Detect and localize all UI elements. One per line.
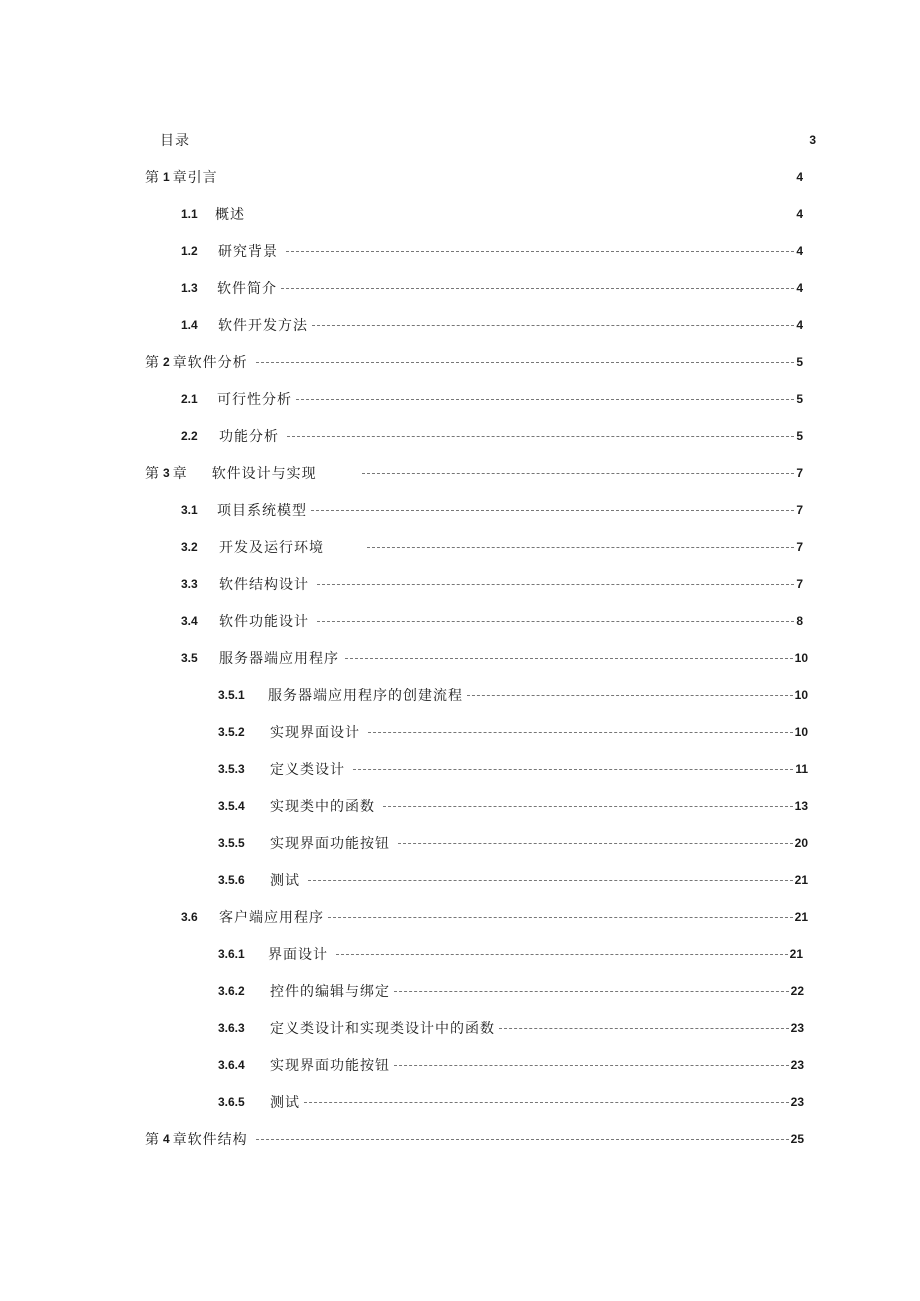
section-number: 3.6.4 [218,1058,245,1072]
page-number: 5 [796,355,803,369]
chapter-number: 3 [163,466,170,480]
dot-leader [317,621,794,622]
dot-leader [394,991,789,992]
dot-leader [317,584,794,585]
page-number: 7 [796,577,803,591]
section-number: 3.5.6 [218,873,245,887]
toc-entry-2-2[interactable] [181,425,803,447]
section-title: 项目系统模型 [217,503,307,519]
dot-leader [467,695,793,696]
toc-entry-chapter-4[interactable] [145,1128,804,1150]
section-title: 服务器端应用程序的创建流程 [268,688,463,704]
section-number: 1.4 [181,318,198,332]
page-number: 5 [796,392,803,406]
page-number: 5 [796,429,803,443]
section-title: 实现界面功能按钮 [270,1058,390,1074]
toc-entry-chapter-3[interactable] [145,462,803,484]
section-title: 定义类设计和实现类设计中的函数 [270,1021,495,1037]
section-title: 测试 [270,873,300,889]
section-number: 3.6.2 [218,984,245,998]
section-title: 软件简介 [217,281,277,297]
page-number: 23 [790,1021,804,1035]
section-number: 1.3 [181,281,198,295]
section-title: 可行性分析 [217,392,292,408]
dot-leader [308,880,793,881]
section-number: 2.2 [181,429,198,443]
section-title: 研究背景 [218,244,278,260]
toc-entry-3-5-5[interactable] [218,832,808,854]
section-number: 3.3 [181,577,198,591]
toc-entry-3-6-3[interactable] [218,1017,804,1039]
toc-entry-3-5-2[interactable] [218,721,808,743]
section-number: 3.5.4 [218,799,245,813]
page-number: 4 [796,207,803,221]
section-title: 客户端应用程序 [219,910,324,926]
dot-leader [304,1102,789,1103]
toc-heading [160,129,816,151]
page-number: 21 [794,873,808,887]
dot-leader [296,399,794,400]
section-title: 实现界面功能按钮 [270,836,390,852]
section-number: 3.6.3 [218,1021,245,1035]
page-number: 23 [790,1095,804,1109]
page-number: 7 [796,466,803,480]
page-number: 10 [794,651,808,665]
chapter-title: 软件设计与实现 [211,466,317,482]
page-number: 10 [794,688,808,702]
section-title: 功能分析 [219,429,279,445]
section-title: 服务器端应用程序 [219,651,339,667]
toc-entry-1-3[interactable] [181,277,803,299]
toc-entry-chapter-2[interactable] [145,351,803,373]
chapter-label: 章 [172,466,188,482]
page-number: 4 [796,244,803,258]
section-title: 软件开发方法 [218,318,308,334]
toc-entry-3-5-4[interactable] [218,795,808,817]
toc-entry-3-4[interactable] [181,610,803,632]
page-number: 21 [789,947,803,961]
dot-leader [353,769,793,770]
page-number: 7 [796,503,803,517]
dot-leader [287,436,794,437]
section-number: 3.2 [181,540,198,554]
section-title: 实现类中的函数 [270,799,375,815]
page-number: 20 [794,836,808,850]
dot-leader [328,917,793,918]
page-number: 22 [790,984,804,998]
dot-leader [311,510,794,511]
section-title: 界面设计 [268,947,328,963]
section-number: 1.2 [181,244,198,258]
toc-entry-3-5-6[interactable] [218,869,808,891]
toc-entry-1-4[interactable] [181,314,803,336]
toc-entry-3-6-5[interactable] [218,1091,804,1113]
chapter-number: 1 [163,170,170,184]
toc-entry-3-5[interactable] [181,647,808,669]
dot-leader [312,325,794,326]
toc-entry-3-3[interactable] [181,573,803,595]
page-number: 13 [794,799,808,813]
toc-entry-3-5-3[interactable] [218,758,808,780]
section-title: 软件功能设计 [219,614,309,630]
chapter-title: 章软件结构 [172,1132,248,1148]
page-number: 8 [796,614,803,628]
page-number: 25 [790,1132,804,1146]
toc-entry-3-6-4[interactable] [218,1054,804,1076]
section-title: 测试 [270,1095,300,1111]
dot-leader [499,1028,789,1029]
chapter-prefix: 第 [145,170,160,186]
toc-entry-1-2[interactable] [181,240,803,262]
dot-leader [336,954,788,955]
toc-entry-2-1[interactable] [181,388,803,410]
section-number: 3.5.5 [218,836,245,850]
toc-entry-3-6[interactable] [181,906,808,928]
section-number: 3.4 [181,614,198,628]
chapter-title: 章引言 [172,170,218,186]
section-title: 开发及运行环境 [219,540,324,556]
page-number: 21 [794,910,808,924]
toc-entry-3-5-1[interactable] [218,684,808,706]
dot-leader [398,843,793,844]
chapter-prefix: 第 [145,355,160,371]
page-number: 23 [790,1058,804,1072]
section-title: 概述 [215,207,245,223]
toc-entry-3-2[interactable] [181,536,803,558]
section-title: 软件结构设计 [219,577,309,593]
toc-entry-3-6-1[interactable] [218,943,803,965]
section-title: 实现界面设计 [270,725,360,741]
dot-leader [367,547,794,548]
dot-leader [383,806,793,807]
toc-heading-label: 目录 [160,133,190,149]
toc-entry-1-1[interactable] [181,203,803,225]
chapter-number: 4 [163,1132,170,1146]
dot-leader [345,658,793,659]
dot-leader [286,251,794,252]
section-number: 3.5.2 [218,725,245,739]
section-number: 3.5.3 [218,762,245,776]
section-number: 3.1 [181,503,198,517]
page-number: 11 [795,762,808,776]
toc-entry-3-6-2[interactable] [218,980,804,1002]
dot-leader [368,732,793,733]
chapter-prefix: 第 [145,1132,160,1148]
chapter-number: 2 [163,355,170,369]
dot-leader [256,1139,789,1140]
toc-entry-chapter-1[interactable] [145,166,803,188]
chapter-title: 章软件分析 [172,355,248,371]
page-number: 4 [796,318,803,332]
section-title: 定义类设计 [270,762,345,778]
chapter-prefix: 第 [145,466,160,482]
section-number: 3.6.5 [218,1095,245,1109]
dot-leader [362,473,795,474]
section-number: 3.6.1 [218,947,245,961]
section-number: 1.1 [181,207,198,221]
section-number: 3.5 [181,651,198,665]
page-number: 3 [809,133,816,147]
page-number: 10 [794,725,808,739]
dot-leader [281,288,794,289]
page-number: 4 [796,281,803,295]
toc-entry-3-1[interactable] [181,499,803,521]
page-number: 7 [796,540,803,554]
section-title: 控件的编辑与绑定 [270,984,390,1000]
dot-leader [256,362,795,363]
section-number: 2.1 [181,392,198,406]
section-number: 3.6 [181,910,198,924]
page-number: 4 [796,170,803,184]
dot-leader [394,1065,789,1066]
section-number: 3.5.1 [218,688,245,702]
